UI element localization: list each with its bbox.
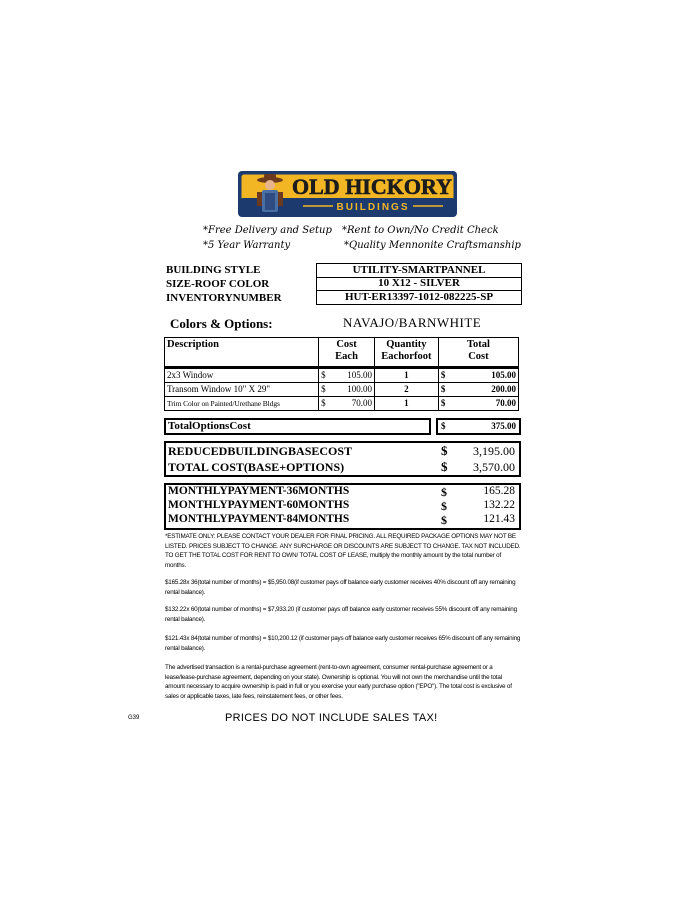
row-total-value: 70.00 <box>495 398 516 408</box>
col-total-cost-label: Total Cost <box>466 339 490 362</box>
row-quantity: 1 <box>374 368 438 383</box>
inventory-number-label: INVENTORYNUMBER <box>166 292 282 304</box>
reduced-base-cost-label: REDUCEDBUILDINGBASECOST <box>168 444 353 458</box>
monthly-60-value: 132.22 <box>483 499 515 511</box>
row-total-value: 200.00 <box>491 384 516 394</box>
options-table <box>164 337 519 411</box>
feature-rent-to-own: *Rent to Own/No Credit Check <box>342 225 499 236</box>
currency-symbol: $ <box>321 370 326 380</box>
col-quantity <box>374 338 438 368</box>
row-cost <box>319 368 375 383</box>
row-total <box>438 383 518 397</box>
row-total <box>438 368 518 383</box>
logo-subtitle: BUILDINGS <box>336 202 410 213</box>
calc-84-months: $121.43x 84(total number of months) = $10,200.12 (if customer pays off balance early customer receives 65% discount off any remaining rental balance). <box>165 635 521 652</box>
row-total <box>438 397 518 411</box>
monthly-36-label: MONTHLYPAYMENT-36MONTHS <box>168 485 350 497</box>
company-logo <box>237 170 458 218</box>
col-cost-each <box>319 338 375 368</box>
color-scheme: NAVAJO/BARNWHITE <box>343 315 482 330</box>
col-cost-each-label: Cost Each <box>335 339 358 362</box>
row-cost-value: 105.00 <box>347 370 372 380</box>
monthly-36-value: 165.28 <box>483 485 515 497</box>
row-cost <box>319 383 375 397</box>
total-options-value-box <box>436 418 521 435</box>
row-quantity: 1 <box>374 397 438 411</box>
currency-symbol: $ <box>441 421 446 431</box>
options-title: Colors & Options: <box>170 316 273 331</box>
currency-symbol: $ <box>440 370 446 380</box>
row-quantity: 2 <box>374 383 438 397</box>
total-cost-value: 3,570.00 <box>473 460 515 474</box>
currency-symbol: $ <box>441 513 447 527</box>
building-style-label: BUILDING STYLE <box>166 264 261 276</box>
row-description: Trim Color on Painted/Urethane Bldgs <box>165 397 319 411</box>
row-total-value: 105.00 <box>491 370 516 380</box>
total-options-value: 375.00 <box>491 421 516 431</box>
rental-purchase-notice: The advertised transaction is a rental-purchase agreement (rent-to-own agreement, consumer rental-purchase agreement or a lease/lease-purchase agreement, depending on your state). Ownership is optional. You will not own the merchandise until the total amount necessary to acquire ownership is paid in full or you exercise your early purchase option ("EPO"). The total cost is exclusive of sales or applicable taxes, late fees, reinstatement fees, or other fees. <box>165 664 512 700</box>
currency-symbol: $ <box>440 384 446 394</box>
size-roof-color-label: SIZE-ROOF COLOR <box>166 278 270 290</box>
page-code: G39 <box>128 715 140 721</box>
currency-symbol: $ <box>441 499 447 513</box>
table-row <box>165 383 519 397</box>
row-description: 2x3 Window <box>165 368 319 383</box>
currency-symbol: $ <box>321 384 326 394</box>
currency-symbol: $ <box>440 398 446 408</box>
feature-craftsmanship: *Quality Mennonite Craftsmanship <box>344 240 521 251</box>
currency-symbol: $ <box>441 485 447 499</box>
row-cost-value: 70.00 <box>351 398 372 408</box>
col-total-cost <box>438 338 518 368</box>
total-options-label-box <box>164 418 431 435</box>
currency-symbol: $ <box>441 459 448 474</box>
row-cost <box>319 397 375 411</box>
monthly-84-label: MONTHLYPAYMENT-84MONTHS <box>168 513 350 525</box>
calc-36-months: $165.28x 36(total number of months) = $5,950.08(if customer pays off balance early customer receives 40% discount off any remaining rental balance). <box>165 579 516 596</box>
col-description: Description <box>165 338 319 368</box>
row-cost-value: 100.00 <box>347 384 372 394</box>
col-quantity-label: Quantity Eachorfoot <box>381 339 432 362</box>
sales-tax-notice: PRICES DO NOT INCLUDE SALES TAX! <box>225 712 438 724</box>
feature-warranty: *5 Year Warranty <box>203 240 291 251</box>
total-cost-label: TOTAL COST(BASE+OPTIONS) <box>168 460 345 474</box>
row-description: Transom Window 10" X 29" <box>165 383 319 397</box>
old-hickory-logo <box>237 170 458 218</box>
building-style-value: UTILITY-SMARTPANNEL <box>316 263 522 278</box>
calc-60-months: $132.22x 60(total number of months) = $7,933.20 (if customer pays off balance early customer receives 55% discount off any remaining rental balance). <box>165 606 517 623</box>
currency-symbol: $ <box>321 398 326 408</box>
table-row <box>165 397 519 411</box>
feature-delivery: *Free Delivery and Setup <box>203 225 332 236</box>
inventory-number-value: HUT-ER13397-1012-082225-SP <box>316 291 522 305</box>
reduced-base-cost-value: 3,195.00 <box>473 444 515 458</box>
size-roof-color-value: 10 X12 - SILVER <box>316 277 522 291</box>
monthly-84-value: 121.43 <box>483 513 515 525</box>
table-header-row <box>165 338 519 368</box>
logo-title: OLD HICKORY <box>292 174 452 199</box>
table-row <box>165 368 519 383</box>
total-options-label: TotalOptionsCost <box>168 420 251 432</box>
currency-symbol: $ <box>441 443 448 458</box>
monthly-60-label: MONTHLYPAYMENT-60MONTHS <box>168 499 350 511</box>
estimate-disclaimer: *ESTIMATE ONLY: PLEASE CONTACT YOUR DEALER FOR FINAL PRICING. ALL REQUIRED PACKAGE OPTIONS MAY NOT BE LISTED. PRICES SUBJECT TO CHANGE. ANY SURCHARGE OR DISCOUNTS ARE SUBJECT TO CHANGE. TAX NOT INCLUDED. TO GET THE TOTAL COST FOR RENT TO OWN/ TOTAL COST OF LEASE, multiply the monthly amount by the total number of months. <box>165 533 521 569</box>
